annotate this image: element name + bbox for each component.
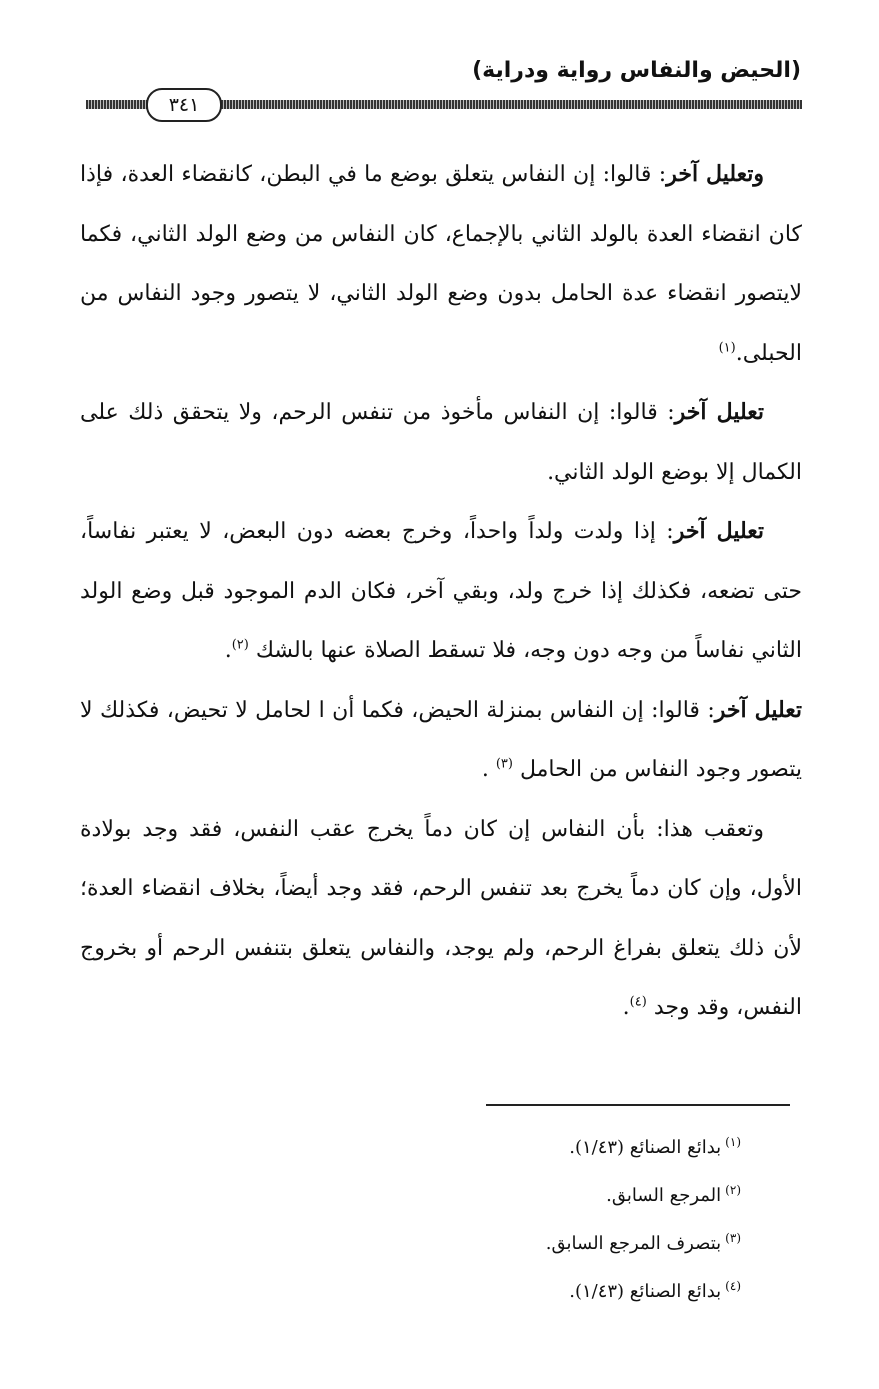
footnote-number: (٢) (725, 1183, 741, 1197)
paragraph-text: : قالوا: إن النفاس بمنزلة الحيض، فكما أن ا لحامل لا تحيض، فكذلك لا يتصور وجود النفاس من الحامل (80, 697, 802, 782)
footnote-text: المرجع السابق. (606, 1185, 722, 1206)
paragraph (80, 502, 802, 681)
paragraph-text: وتعقب هذا: بأن النفاس إن كان دماً يخرج عقب النفس، فقد وجد بولادة الأول، وإن كان دماً يخرج بعد تنفس الرحم، فقد وجد أيضاً، بخلاف انقضاء العدة؛ لأن ذلك يتعلق بفراغ الرحم، ولم يوجد، والنفاس يتعلق بتنفس الرحم أو بخروج النفس، وقد وجد (80, 816, 802, 1020)
paragraph-text: : إذا ولدت ولداً واحداً، وخرج بعضه دون البعض، لا يعتبر نفاساً، حتى تضعه، فكذلك إذا خرج ولد، وبقي آخر، فكان الدم الموجود قبل وضع الولد الثاني نفاساً من وجه دون وجه، فلا تسقط الصلاة عنها بالشك (80, 519, 803, 663)
footnote (546, 1220, 741, 1268)
footnote (546, 1268, 741, 1316)
footnote (546, 1124, 741, 1172)
paragraph-tail: . (481, 757, 496, 782)
paragraph (80, 145, 802, 383)
paragraph (80, 681, 802, 800)
paragraph-lead: تعليل آخر (674, 399, 764, 425)
paragraph (80, 800, 802, 1038)
paragraph-lead: تعليل آخر (714, 696, 802, 723)
footnote-number: (٣) (725, 1231, 741, 1245)
running-header-title: (الحيض والنفاس رواية ودراية) (472, 58, 801, 83)
footnote-separator (486, 1104, 790, 1106)
footnote-number: (٤) (725, 1279, 741, 1293)
footnote-text: بدائع الصنائع (١/٤٣). (569, 1281, 722, 1302)
footnote-ref: (٣) (495, 756, 513, 772)
paragraph-lead: تعليل آخر (673, 518, 764, 544)
paragraph-text: : قالوا: إن النفاس مأخوذ من تنفس الرحم، ولا يتحقق ذلك على الكمال إلا بوضع الولد الثاني. (80, 400, 802, 485)
paragraph (80, 383, 802, 502)
footnote-ref: (٢) (231, 637, 249, 653)
footnote (546, 1172, 741, 1220)
footnote-ref: (١) (718, 340, 736, 356)
footnote-text: بتصرف المرجع السابق. (545, 1233, 722, 1254)
page-number-badge: ٣٤١ (146, 88, 222, 122)
footnote-ref: (٤) (629, 994, 647, 1010)
paragraph-tail: . (224, 638, 232, 663)
paragraph-text: : قالوا: إن النفاس يتعلق بوضع ما في البطن، كانقضاء العدة، فإذا كان انقضاء العدة بالولد الثاني بالإجماع، كان النفاس من وضع الولد الثاني، فكما لايتصور انقضاء عدة الحامل بدون وضع الولد الثاني، لا يتصور وجود النفاس من الحبلى. (80, 162, 802, 366)
footnote-number: (١) (725, 1135, 741, 1149)
footnote-text: بدائع الصنائع (١/٤٣). (569, 1137, 722, 1158)
paragraph-tail: . (622, 995, 630, 1020)
footnotes (546, 1124, 741, 1316)
body-text (80, 145, 802, 1038)
paragraph-lead: وتعليل آخر (666, 161, 764, 187)
